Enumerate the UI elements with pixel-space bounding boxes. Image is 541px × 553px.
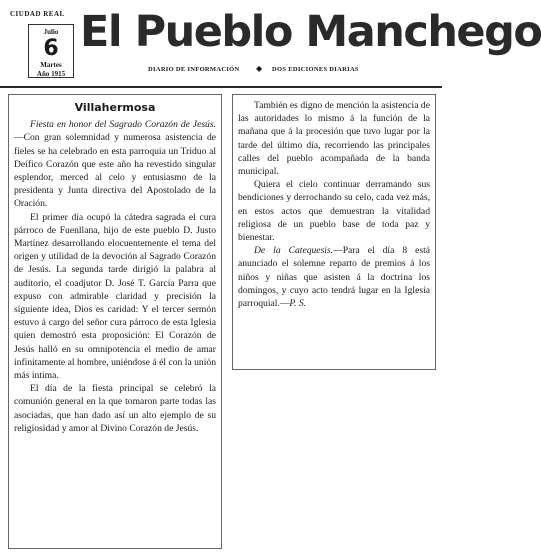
date-weekday: Martes — [40, 61, 62, 69]
subtitle-left: DIARIO DE INFORMACIÓN — [148, 66, 240, 73]
paragraph-text: —Para el día 8 está anunciado el solemne reparto de premios á los niños y niñas que asisten á la doctrina los domingos, y cuyo acto tendrá lugar en la Iglesia parroquial.— — [238, 245, 431, 310]
subtitle-right: DOS EDICIONES DIARIAS — [272, 66, 359, 73]
section-title: Villahermosa — [74, 101, 156, 114]
article-paragraph: El primer día ocupó la cátedra sagrada el cura párroco de Fuenllana, hijo de este pueblo D. Justo Martínez desarrollando elocuentemente el tema del origen y utilidad de la devoción al Sagrado Corazón de Jesús. La segunda tarde dirigió la palabra al auditorio, el coadjutor D. José T. García Parra que expuso con admirable claridad y precisión la siguiente idea, Dios es caridad: Y el tercer sermón estuvo á cargo del señor cura párroco de esta Iglesia quien demostró esta proposición: El Corazón de Jesús halló en su omnipotencia el medio de amar infinitamente al hombre, uniéndose á él con la unión más íntima. — [14, 211, 216, 382]
diamond-icon: ◆ — [256, 64, 263, 73]
signature: P. S. — [289, 298, 307, 310]
city-name: CIUDAD REAL — [10, 10, 65, 18]
date-year: Año 1915 — [36, 70, 66, 78]
masthead — [0, 0, 541, 88]
article-paragraph: También es digno de mención la asistencia de las autoridades lo mismo á la función de la mañana que á la procesión que tuvo lugar por la tarde del último día, recorriendo las principales calles del pueblo acompañada de la banda municipal. — [238, 100, 430, 178]
article-right-column — [232, 94, 436, 370]
article-left-column — [8, 94, 222, 549]
paragraph-lead: Fiesta en honor del Sagrado Corazón de Jesús. — [30, 119, 216, 131]
paragraph-text: —Con gran solemnidad y numerosa asistencia de fieles se ha celebrado en esta parroquia un Triduo al Deífico Corazón que este año ha revestido singular esplendor, merced al celo y entusiasmo de la presidenta y Junta directiva del Apostolado de la Oración. — [14, 132, 216, 210]
article-paragraph — [238, 244, 430, 310]
date-month: Julio — [43, 28, 59, 36]
date-day: 6 — [43, 36, 59, 61]
article-paragraph: El día de la fiesta principal se celebró la comunión general en la que tomaron parte todas las asociadas, que han dado así un alto ejemplo de su religiosidad y amor al Divino Corazón de Jesús. — [14, 383, 216, 434]
article-paragraph: Quiera el cielo continuar derramando sus bendiciones y derrochando su celo, cada vez más, en estos actos que demuestran la vitalidad religiosa de un pueblo base de toda paz y bienestar. — [238, 179, 430, 244]
masthead-rule — [0, 86, 442, 88]
paragraph-lead: De la Catequesis. — [254, 245, 334, 257]
date-box — [28, 24, 74, 78]
article-paragraph — [14, 118, 216, 210]
newspaper-title: El Pueblo Manchego — [80, 7, 541, 57]
